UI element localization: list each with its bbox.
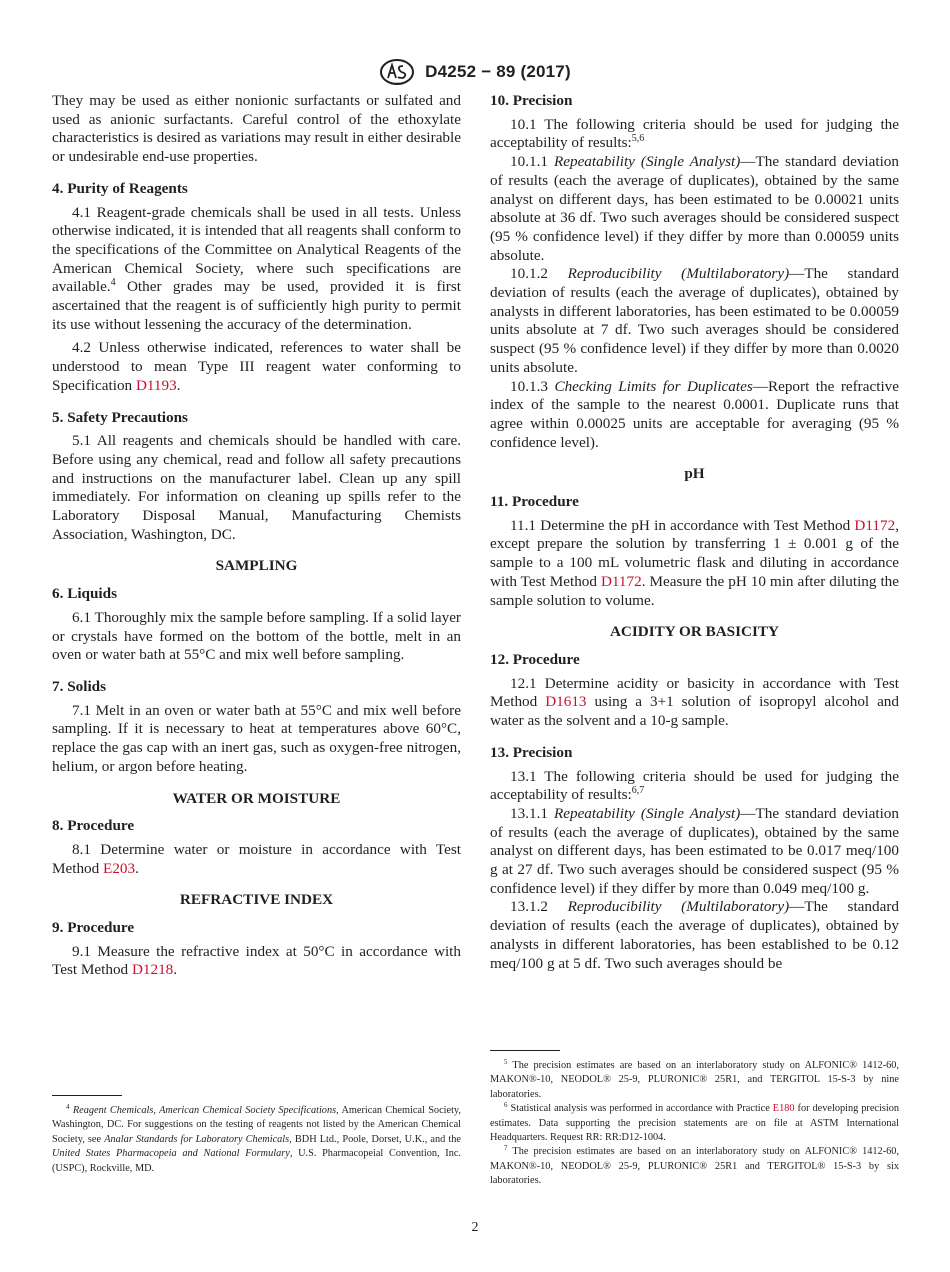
acidity-basicity-heading: ACIDITY OR BASICITY bbox=[609, 623, 780, 641]
sampling-heading: SAMPLING bbox=[215, 557, 298, 575]
link-e180[interactable]: E180 bbox=[772, 1103, 795, 1115]
para-6-1: 6.1 Thoroughly mix the sample before sampling. If a solid layer or crystals have formed on the bottom of the bottle, melt in an oven or water bath at 55°C and mix well before sampling. bbox=[52, 608, 461, 664]
link-d1172-second[interactable]: D1172 bbox=[600, 572, 642, 590]
link-d1193[interactable]: D1193 bbox=[135, 376, 177, 394]
ph-heading: pH bbox=[684, 465, 705, 483]
para-7-1: 7.1 Melt in an oven or water bath at 55°C and mix well before sampling. If it is necessary to heat at temperatures above 60°C, replace the gas cap with an inert gas, such as oxygen-free nitrogen, helium, or argon before heating. bbox=[52, 701, 461, 775]
footnote-7: $^7$ The precision estimates are based on an interlaboratory study on ALFONIC® 1412-60, MAKON®-10, NEODOL® 25-9, PLURONIC® 25R1 and TERGITOL® 15-S-3 by six laboratories. bbox=[490, 1144, 899, 1187]
section-13-heading: 13. Precision bbox=[490, 743, 573, 761]
footnote-rule-right bbox=[490, 1050, 560, 1051]
section-12-heading: 12. Procedure bbox=[490, 650, 580, 668]
footnote-ref-4[interactable]: 4 bbox=[110, 277, 116, 289]
page-header bbox=[0, 58, 950, 86]
right-column bbox=[490, 92, 899, 973]
section-11-heading: 11. Procedure bbox=[490, 493, 579, 511]
section-5-heading: 5. Safety Precautions bbox=[52, 408, 188, 426]
section-6-heading: 6. Liquids bbox=[52, 585, 118, 603]
para-8-1: 8.1 Determine water or moisture in accordance with Test Method E203. bbox=[52, 840, 461, 877]
para-12-1: 12.1 Determine acidity or basicity in accordance with Test Method D1613 using a 3+1 solution of isopropyl alcohol and water as the solvent and a 10-g sample. bbox=[490, 674, 899, 730]
intro-paragraph: They may be used as either nonionic surfactants or sulfated and used as anionic surfactants. Careful control of the ethoxylate characteristics is desired as variations may result in either desirable or undesirable end-use properties. bbox=[52, 92, 461, 166]
para-10-1: 10.1 The following criteria should be used for judging the acceptability of results:$^{5,6}$ bbox=[490, 115, 899, 152]
page-number: 2 bbox=[471, 1220, 479, 1235]
link-d1218[interactable]: D1218 bbox=[131, 961, 174, 979]
para-4-1: 4.1 Reagent-grade chemicals shall be used in all tests. Unless otherwise indicated, it is intended that all reagents shall conform to the specifications of the Committee on Analytical Reagents of the American Chemical Society, where such specifications are available.$^4$ Other grades may be used, provided it is first ascertained that the reagent is of sufficiently high purity to permit its use without lessening the accuracy of the determination. bbox=[52, 203, 461, 333]
para-4-2: 4.2 Unless otherwise indicated, references to water shall be understood to mean Type III reagent water conforming to Specification D1193. bbox=[52, 339, 461, 394]
link-e203[interactable]: E203 bbox=[103, 859, 136, 877]
footnote-6: $^6$ Statistical analysis was performed in accordance with Practice E180 for developing precision estimates. Data supporting the precision statements are on file at ASTM International Headquarters. Request RR: RR:D12-1004. bbox=[490, 1101, 899, 1144]
para-13-1: 13.1 The following criteria should be used for judging the acceptability of results:$^{6,7}$ bbox=[490, 767, 899, 804]
section-9-heading: 9. Procedure bbox=[52, 919, 135, 937]
para-11-1: 11.1 Determine the pH in accordance with Test Method D1172, except prepare the solution by transferring 1 ± 0.001 g of the sample to a 100 mL volumetric flask and diluting in accordance with Test Method D1172. Measure the pH 10 min after diluting the sample solution to volume. bbox=[490, 516, 900, 609]
footnote-5: $^5$ The precision estimates are based on an interlaboratory study on ALFONIC® 1412-60, MAKON®-10, NEODOL® 25-9, PLURONIC® 25R1, and TERGITOL 15-S-3 by nine laboratories. bbox=[490, 1058, 899, 1100]
para-10-1-3: 10.1.3 Checking Limits for Duplicates—Report the refractive index of the sample to the nearest 0.0001. Duplicate runs that agree within 0.00025 units are acceptable for averaging (95 % confidence level). bbox=[490, 377, 899, 451]
astm-logo-icon bbox=[379, 58, 415, 86]
link-d1172[interactable]: D1172 bbox=[854, 516, 896, 534]
left-column bbox=[52, 92, 461, 985]
para-9-1: 9.1 Measure the refractive index at 50°C in accordance with Test Method D1218. bbox=[52, 942, 461, 979]
footnotes-left bbox=[52, 1104, 461, 1176]
footnote-rule-left bbox=[52, 1095, 122, 1096]
refractive-index-heading: REFRACTIVE INDEX bbox=[179, 891, 334, 909]
section-7-heading: 7. Solids bbox=[52, 677, 107, 695]
section-8-heading: 8. Procedure bbox=[52, 817, 135, 835]
water-moisture-heading: WATER OR MOISTURE bbox=[172, 789, 341, 807]
document-designation: D4252 − 89 (2017) bbox=[425, 62, 571, 81]
link-d1613[interactable]: D1613 bbox=[545, 693, 587, 711]
footnotes-right bbox=[490, 1059, 899, 1189]
section-4-heading: 4. Purity of Reagents bbox=[52, 179, 188, 197]
para-10-1-1: 10.1.1 Repeatability (Single Analyst)—The standard deviation of results (each the average of duplicates), obtained by the same analyst on different days, has been estimated to be 0.00021 units absolute at 36 df. Two such averages should be considered suspect (95 % confidence level) if they differ by more than 0.00059 units absolute. bbox=[490, 153, 899, 264]
para-13-1-2: 13.1.2 Reproducibility (Multilaboratory)—The standard deviation of results (each the average of duplicates), obtained by analysts in different laboratories, has been established to be 0.12 meq/100 g at 5 df. Two such averages should be bbox=[490, 898, 899, 972]
logo-lettering: ASTM bbox=[391, 81, 403, 86]
section-10-heading: 10. Precision bbox=[490, 92, 573, 109]
para-5-1: 5.1 All reagents and chemicals should be handled with care. Before using any chemical, read and follow all safety precautions and instructions on the manufacturer label. Clean up any spill immediately. For information on cleaning up spills refer to the Laboratory Disposal Manual, Manufacturing Chemists Association, Washington, DC. bbox=[52, 432, 461, 543]
para-10-1-2: 10.1.2 Reproducibility (Multilaboratory)—The standard deviation of results (each the average of duplicates), obtained by analysts in different laboratories, has been estimated to be 0.00059 units absolute at 7 df. Two such averages should be considered suspect (95 % confidence level) if they differ by more than 0.0020 units absolute. bbox=[490, 265, 899, 376]
para-13-1-1: 13.1.1 Repeatability (Single Analyst)—The standard deviation of results (each the average of duplicates), obtained by the same analyst on different days, has been estimated to be 0.017 meq/100 g at 27 df. Two such averages should be considered suspect (95 % confidence level) if they differ by more than 0.049 meq/100 g. bbox=[490, 804, 899, 897]
footnote-4: $^4$ Reagent Chemicals, American Chemical Society Specifications, American Chemical Society, Washington, DC. For suggestions on the testing of reagents not listed by the American Chemical Society, see Analar Standards for Laboratory Chemicals, BDH Ltd., Poole, Dorset, U.K., and the United States Pharmacopeia and National Formulary, U.S. Pharmacopeial Convention, Inc. (USPC), Rockville, MD. bbox=[52, 1103, 461, 1174]
footnote-ref-6-7[interactable]: 6,7 bbox=[631, 785, 645, 797]
footnote-ref-5-6[interactable]: 5,6 bbox=[631, 133, 645, 145]
